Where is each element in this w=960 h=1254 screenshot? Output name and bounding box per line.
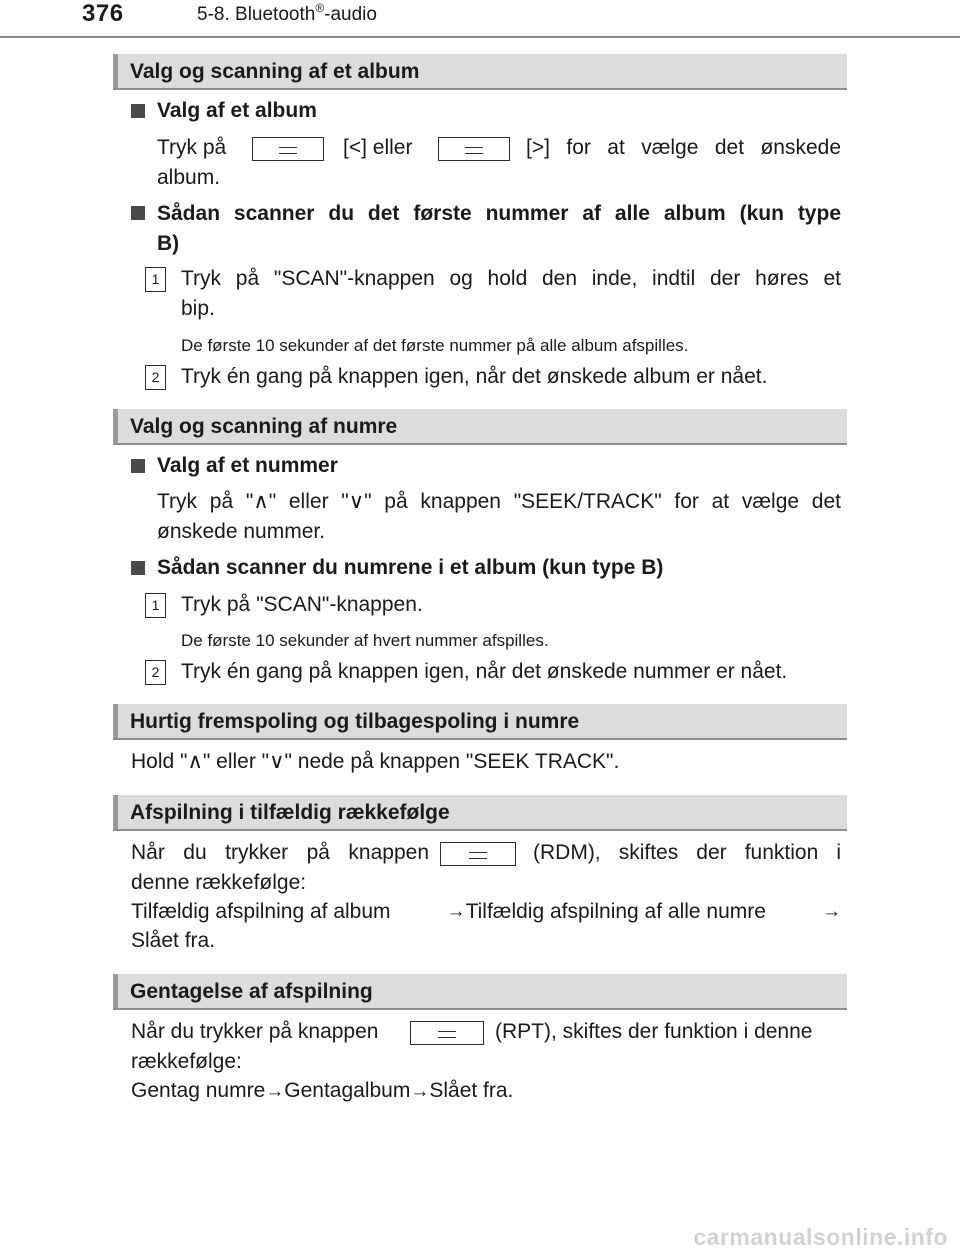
body-text: rækkefølge: — [131, 1050, 242, 1073]
body-text: ønskede nummer. — [157, 520, 326, 543]
section-bar-random — [113, 795, 847, 831]
section-heading: Gentagelse af afspilning — [130, 980, 373, 1003]
section-heading: Hurtig fremspoling og tilbagespoling i numre — [130, 710, 580, 733]
rdm-button-icon — [440, 842, 516, 866]
body-text: (RDM), skiftes der funktion i — [533, 841, 841, 864]
bullet-square — [131, 104, 145, 118]
section-heading: Valg og scanning af et album — [130, 60, 420, 83]
page-header — [0, 0, 960, 40]
next-album-button-icon — [438, 137, 510, 161]
page-footer — [0, 1222, 960, 1254]
subheading: Sådan scanner du det første nummer af alle album (kun type — [157, 202, 841, 225]
bullet-square — [131, 561, 145, 575]
step-text: Tryk én gang på knappen igen, når det ønskede album er nået. — [181, 365, 768, 388]
step-text: Tryk på "SCAN"-knappen. — [181, 593, 423, 616]
step-text: bip. — [181, 297, 215, 320]
sequence-text: Tilfældig afspilning af album — [131, 900, 391, 923]
body-text: Tryk på "∧" eller "∨" på knappen "SEEK/TRACK" for at vælge det — [157, 490, 841, 513]
section-heading: Afspilning i tilfældig rækkefølge — [130, 801, 450, 824]
watermark: carmanualsonline.info — [693, 1224, 948, 1250]
sequence-line — [131, 1076, 513, 1107]
body-text: album. — [157, 166, 221, 189]
sequence-text: Slået fra. — [429, 1079, 514, 1102]
section-heading: Valg og scanning af numre — [130, 415, 398, 438]
section-title — [197, 1, 377, 26]
body-text: (RPT), skiftes der funktion i denne — [495, 1020, 813, 1043]
subheading: B) — [157, 232, 180, 255]
rpt-button-icon — [410, 1021, 484, 1045]
registered-mark: ® — [315, 1, 325, 15]
arrow-right-icon: → — [265, 1081, 285, 1102]
section-bar-album — [113, 54, 847, 90]
step-note: De første 10 sekunder af det første nummer på alle album afspilles. — [181, 336, 689, 355]
prev-album-button-icon — [252, 137, 324, 161]
arrow-right-icon: → — [822, 901, 841, 922]
subheading: Sådan scanner du numrene i et album (kun type B) — [157, 556, 664, 579]
step-text: Tryk på "SCAN"-knappen og hold den inde, indtil der høres et — [181, 267, 841, 290]
sequence-text: Gentagalbum — [284, 1079, 411, 1102]
step-note: De første 10 sekunder af hvert nummer afspilles. — [181, 631, 549, 650]
body-text: Når du trykker på knappen — [131, 841, 429, 864]
bullet-square — [131, 206, 145, 220]
body-text: [<] eller — [343, 136, 413, 159]
sequence-text: Tilfældig afspilning af alle numre — [465, 900, 766, 923]
subheading: Valg af et nummer — [157, 454, 338, 477]
body-text: Tryk på — [157, 136, 227, 159]
step-number: 1 — [145, 593, 166, 618]
arrow-right-icon: → — [410, 1081, 430, 1102]
body-text: Når du trykker på knappen — [131, 1020, 379, 1043]
subheading: Valg af et album — [157, 99, 317, 122]
section-title-suffix: -audio — [324, 4, 377, 25]
sequence-group — [447, 897, 766, 927]
body-text: [>] for at vælge det ønskede — [526, 136, 841, 159]
step-number: 1 — [145, 267, 166, 292]
bullet-square — [131, 459, 145, 473]
sequence-text: Gentag numre — [131, 1079, 266, 1102]
step-text: Tryk én gang på knappen igen, når det ønskede nummer er nået. — [181, 660, 788, 683]
body-text: Hold "∧" eller "∨" nede på knappen "SEEK TRACK". — [131, 750, 620, 773]
body-text: Slået fra. — [131, 929, 216, 952]
sequence-line — [131, 897, 841, 927]
section-bar-tracks — [113, 409, 847, 445]
page-number: 376 — [82, 0, 124, 27]
section-bar-fast — [113, 704, 847, 740]
step-number: 2 — [145, 660, 166, 685]
step-number: 2 — [145, 365, 166, 390]
section-title-prefix: 5-8. Bluetooth — [197, 4, 316, 25]
arrow-right-icon: → — [446, 901, 466, 922]
body-text: denne rækkefølge: — [131, 871, 307, 894]
header-divider — [0, 36, 960, 38]
section-bar-repeat — [113, 974, 847, 1010]
